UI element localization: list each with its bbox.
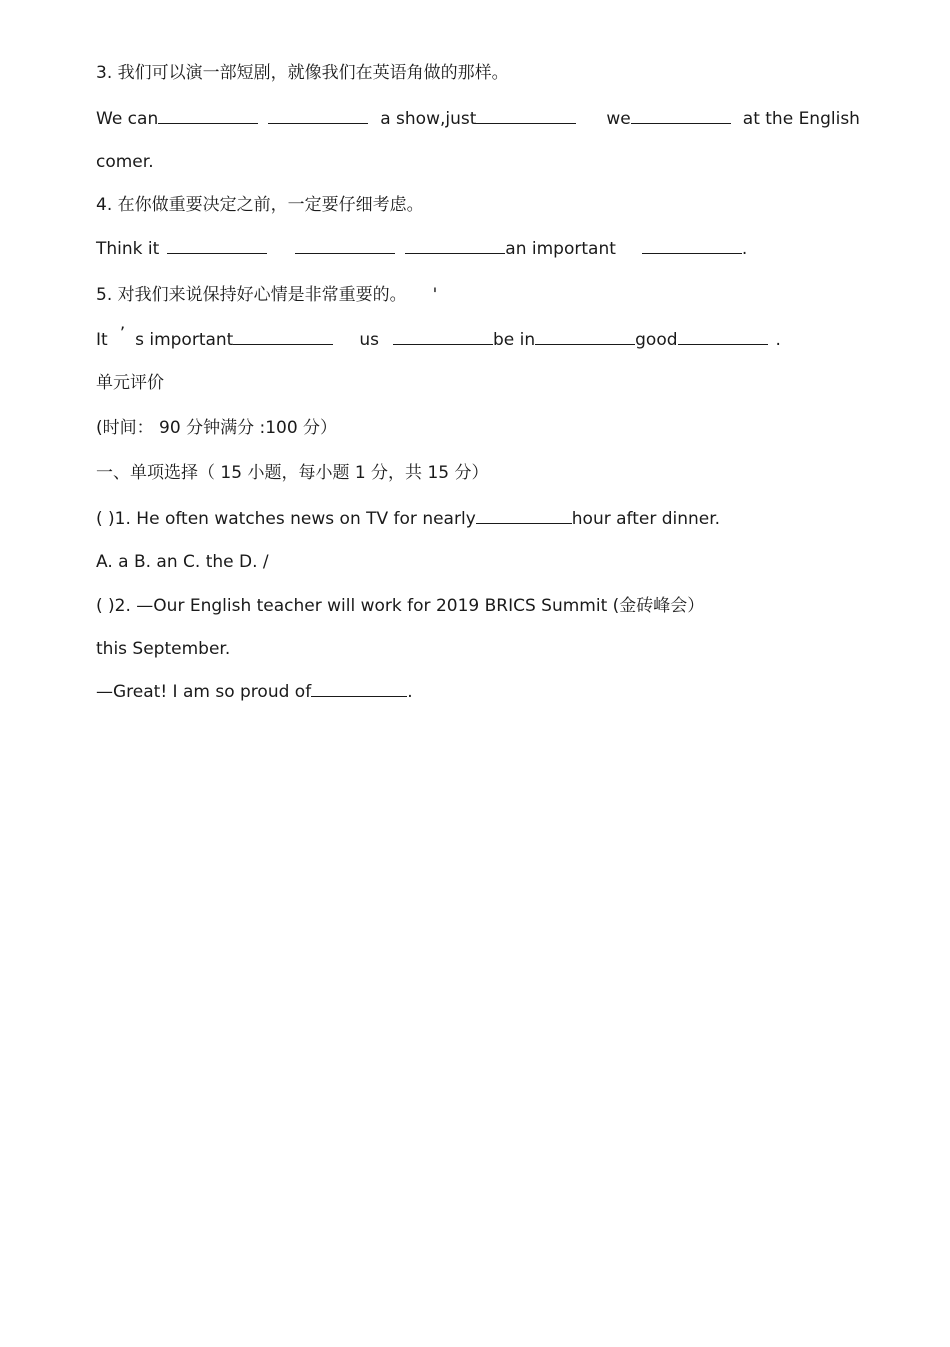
q5-english-line [96, 324, 781, 351]
blank[interactable] [268, 107, 368, 124]
mc1-stem-b: hour after dinner. [571, 509, 721, 529]
q5-text-2: s important [135, 330, 234, 350]
q4-text-3: . [741, 239, 748, 259]
q5-mark: ' [432, 285, 438, 305]
q5-text-6: . [775, 330, 781, 350]
q3-continuation: comer. [96, 152, 154, 172]
q5-apostrophe: ’ [119, 324, 126, 344]
blank[interactable] [476, 507, 572, 524]
blank[interactable] [295, 237, 395, 254]
q5-text-5: good [635, 330, 678, 350]
q5-text-3: us [359, 330, 379, 350]
q3-text-3: we [606, 109, 631, 129]
mc2-reply [96, 680, 413, 703]
blank[interactable] [678, 328, 768, 345]
q4-text-1: Think it [96, 239, 160, 259]
q4-text-2: an important [505, 239, 616, 259]
mc1-stem [96, 507, 720, 530]
blank[interactable] [233, 328, 333, 345]
blank[interactable] [311, 680, 407, 697]
q5-chinese-line [96, 284, 437, 306]
mc2-stem: ( )2. —Our English teacher will work for 2019 BRICS Summit (金砖峰会） [96, 596, 705, 616]
time-info: (时间： 90 分钟满分 :100 分） [96, 418, 338, 438]
q3-text-1: We can [96, 109, 159, 129]
unit-title: 单元评价 [96, 373, 164, 393]
q4-english-line [96, 237, 747, 260]
q3-chinese: 3. 我们可以演一部短剧，就像我们在英语角做的那样。 [96, 63, 509, 83]
blank[interactable] [167, 237, 267, 254]
q3-text-2: a show,just [380, 109, 477, 129]
blank[interactable] [476, 107, 576, 124]
q5-chinese: 5. 对我们来说保持好心情是非常重要的。 [96, 285, 407, 305]
blank[interactable] [393, 328, 493, 345]
blank[interactable] [642, 237, 742, 254]
blank[interactable] [631, 107, 731, 124]
mc2-continuation: this September. [96, 639, 231, 659]
mc2-reply-end: . [407, 682, 413, 702]
blank[interactable] [158, 107, 258, 124]
mc1-options: A. a B. an C. the D. / [96, 552, 269, 572]
blank[interactable] [405, 237, 505, 254]
mc2-reply-text: —Great! I am so proud of [96, 682, 312, 702]
q3-english-line [96, 107, 860, 130]
mc1-stem-a: ( )1. He often watches news on TV for nearly [96, 509, 476, 529]
section-heading: 一、单项选择（ 15 小题，每小题 1 分，共 15 分） [96, 463, 489, 483]
q5-text-1: It [96, 330, 108, 350]
blank[interactable] [535, 328, 635, 345]
q5-text-4: be in [492, 330, 536, 350]
q3-text-4: at the English [742, 109, 860, 129]
q4-chinese: 4. 在你做重要决定之前，一定要仔细考虑。 [96, 195, 424, 215]
